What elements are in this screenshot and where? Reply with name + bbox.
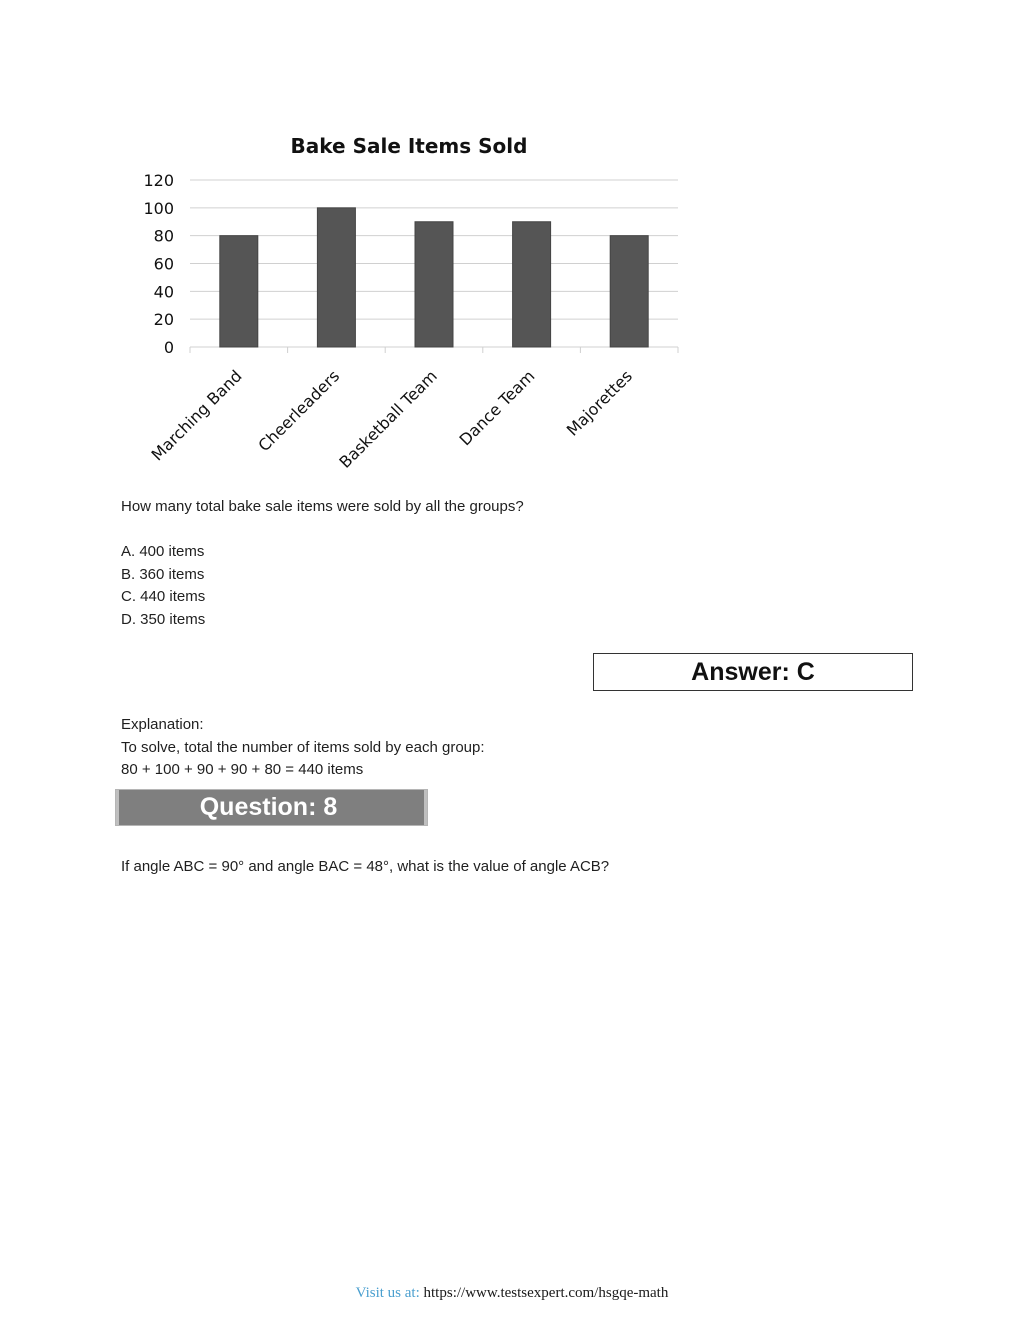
x-axis-labels <box>148 366 636 471</box>
option-a: A. 400 items <box>121 543 205 560</box>
y-tick-label: 60 <box>153 254 174 274</box>
y-tick-label: 40 <box>153 282 174 302</box>
y-tick-label: 120 <box>143 171 174 190</box>
option-b: B. 360 items <box>121 565 205 583</box>
explanation-line-1: To solve, total the number of items sold by each group: <box>121 738 485 756</box>
option-c: C. 440 items <box>121 588 206 605</box>
x-tick-label: Dance Team <box>455 366 539 450</box>
bar-chart <box>130 125 710 495</box>
explanation-line-2: 80 + 100 + 90 + 90 + 80 = 440 items <box>121 761 364 778</box>
chart-bars <box>220 208 648 347</box>
y-tick-label: 100 <box>143 198 174 218</box>
footer-label: Visit us at: <box>355 1285 420 1301</box>
x-tick-label: Majorettes <box>562 366 637 440</box>
explanation <box>121 714 485 782</box>
answer-box <box>593 653 913 691</box>
explanation-heading: Explanation: <box>121 716 204 733</box>
chart-title: Bake Sale Items Sold <box>290 134 528 158</box>
bar <box>610 236 648 347</box>
y-tick-label: 0 <box>163 338 174 357</box>
y-axis-ticks <box>143 171 174 357</box>
question-header <box>115 789 428 826</box>
x-tick-label: Cheerleaders <box>254 366 344 456</box>
y-tick-label: 80 <box>153 226 174 246</box>
x-tick-label: Basketball Team <box>335 366 441 472</box>
bar <box>513 222 551 347</box>
bar <box>415 222 453 347</box>
bar <box>220 236 258 347</box>
footer-link[interactable]: https://www.testsexpert.com/hsgqe-math <box>423 1285 669 1301</box>
y-tick-label: 20 <box>153 310 174 330</box>
answer-text: Answer: C <box>691 657 815 686</box>
x-tick-label: Marching Band <box>147 366 246 465</box>
bar <box>317 208 355 347</box>
option-d: D. 350 items <box>121 610 206 628</box>
question-prompt: How many total bake sale items were sold by all the groups? <box>121 498 524 515</box>
answer-options <box>121 541 205 631</box>
question-header-text: Question: 8 <box>199 793 338 821</box>
footer <box>0 1285 1024 1302</box>
question-8-prompt: If angle ABC = 90° and angle BAC = 48°, what is the value of angle ACB? <box>121 858 610 875</box>
